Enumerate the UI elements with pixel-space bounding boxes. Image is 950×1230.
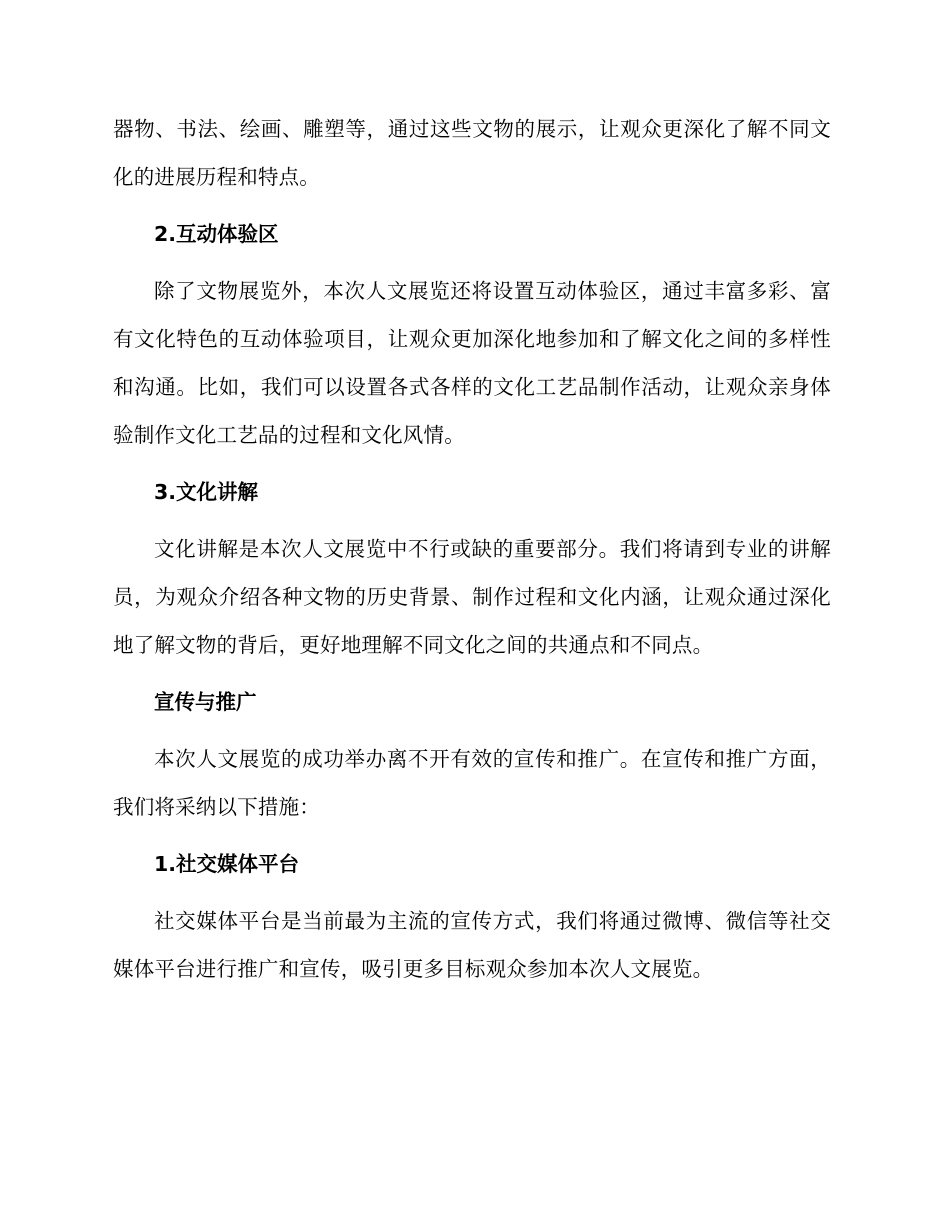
spacer <box>113 258 831 267</box>
spacer <box>113 516 831 525</box>
paragraph-social-media: 社交媒体平台是当前最为主流的宣传方式，我们将通过微博、微信等社交媒体平台进行推广和宣传，吸引更多目标观众参加本次人文展览。 <box>113 909 831 981</box>
paragraph-promotion: 本次人文展览的成功举办离不开有效的宣传和推广。在宣传和推广方面，我们将采纳以下措施： <box>113 747 831 819</box>
document-page <box>113 105 831 993</box>
spacer <box>113 669 831 678</box>
heading-social-media: 1.社交媒体平台 <box>154 852 300 876</box>
paragraph-interactive-area: 除了文物展览外，本次人文展览还将设置互动体验区，通过丰富多彩、富有文化特色的互动体验项目，让观众更加深化地参加和了解文化之间的多样性和沟通。比如，我们可以设置各式各样的文化工艺品制作活动，让观众亲身体验制作文化工艺品的过程和文化风情。 <box>113 279 831 447</box>
paragraph-artifacts-continued: 器物、书法、绘画、雕塑等，通过这些文物的展示，让观众更深化了解不同文化的进展历程和特点。 <box>113 117 831 189</box>
spacer <box>113 726 831 735</box>
spacer <box>113 888 831 897</box>
paragraph-cultural-guide: 文化讲解是本次人文展览中不行或缺的重要部分。我们将请到专业的讲解员，为观众介绍各种文物的历史背景、制作过程和文化内涵，让观众通过深化地了解文物的背后，更好地理解不同文化之间的共通点和不同点。 <box>113 537 831 657</box>
spacer <box>113 201 831 210</box>
heading-interactive-area: 2.互动体验区 <box>154 222 279 246</box>
spacer <box>113 459 831 468</box>
heading-cultural-guide: 3.文化讲解 <box>154 480 259 504</box>
spacer <box>113 831 831 840</box>
heading-promotion: 宣传与推广 <box>154 690 257 714</box>
